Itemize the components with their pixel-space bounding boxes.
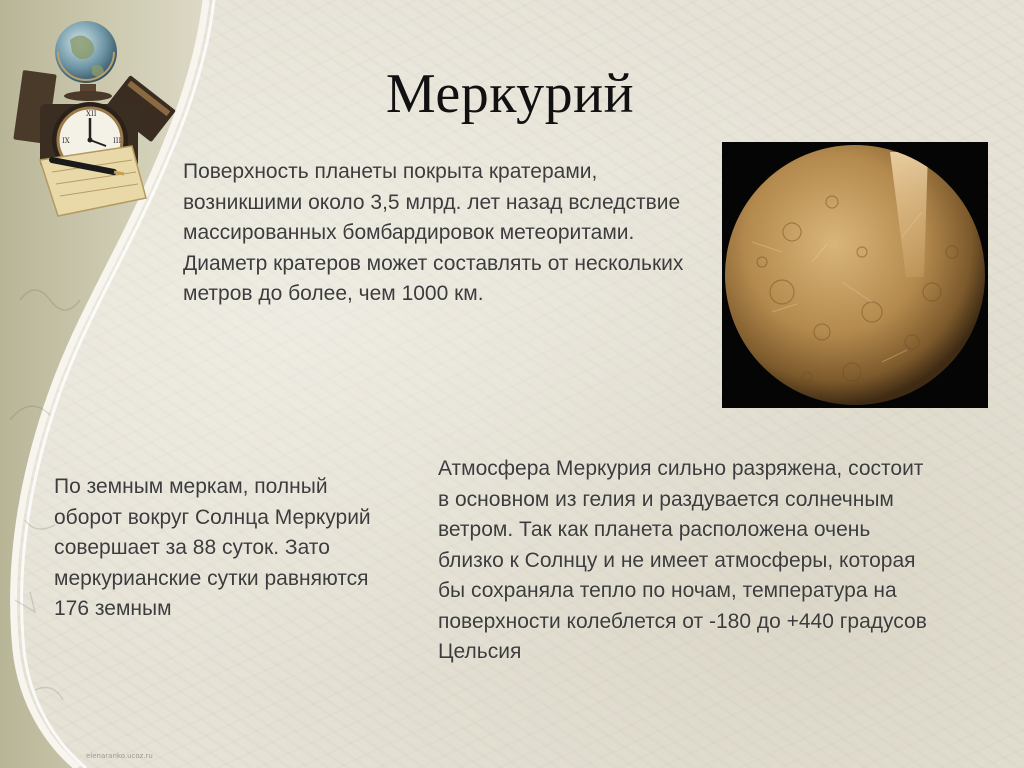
credit-text: elenaranko.ucoz.ru (86, 752, 153, 760)
page-title: Меркурий (385, 63, 635, 125)
surface-paragraph: Поверхность планеты покрыта кратерами, возникшими около 3,5 млрд. лет назад вследствие массированных бомбардировок метеоритами. Диаметр кратеров может составлять от нескольких метров до более, чем 1000 км. (183, 160, 684, 305)
svg-text:III: III (113, 137, 122, 145)
left-decoration (0, 0, 260, 768)
svg-text:IX: IX (62, 137, 70, 145)
mercury-planet-image (722, 142, 988, 408)
orbit-paragraph: По земным меркам, полный оборот вокруг Солнца Меркурий совершает за 88 суток. Зато меркурианские сутки равняются 176 земным (54, 475, 371, 620)
atmosphere-paragraph: Атмосфера Меркурия сильно разряжена, состоит в основном из гелия и раздувается солнечным ветром. Так как планета расположена очень близко к Солнцу и не имеет атмосферы, которая бы сохраняла тепло по ночам, температура на поверхности колеблется от -180 до +440 градусов Цельсия (438, 457, 927, 663)
svg-text:XII: XII (86, 110, 97, 118)
